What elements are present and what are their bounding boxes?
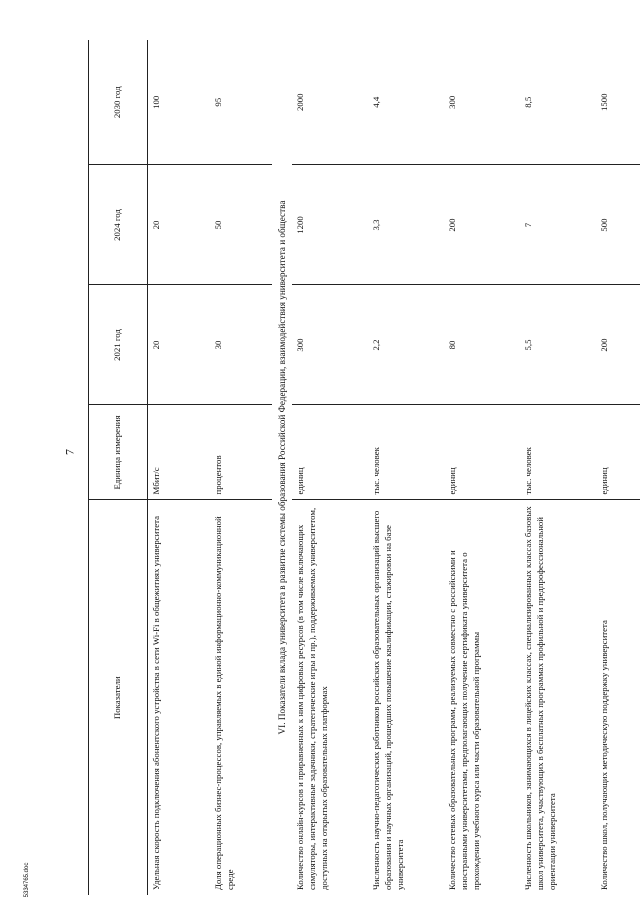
value-2024-cell: 200	[444, 165, 520, 285]
indicator-cell: Удельная скорость подключения абонентского устройства в сети Wi-Fi в общежитиях университета	[151, 516, 161, 890]
indicator-cell: Количество школ, получающих методическую поддержку университета	[599, 620, 610, 890]
unit-cell: тыс. человек	[520, 405, 596, 500]
unit-cell: единиц	[596, 405, 640, 500]
value-2021-cell: 80	[444, 285, 520, 405]
table-row	[148, 40, 211, 895]
header-unit: Единица измерения	[89, 405, 148, 500]
footer-filename: 5334765.doc	[24, 862, 30, 898]
unit-cell: единиц	[292, 405, 368, 500]
table-row	[210, 40, 272, 895]
header-2021: 2021 год	[89, 285, 148, 405]
unit-cell: тыс. человек	[368, 405, 444, 500]
section-title: VI. Показатели вклада университета в развитие системы образования Российской Федерации, взаимодействия университета и общества	[277, 200, 287, 735]
value-2030-cell: 8,5	[520, 40, 596, 165]
value-2021-cell: 300	[292, 285, 368, 405]
table-row	[520, 40, 596, 895]
table-row	[292, 40, 368, 895]
header-indicator: Показатели	[89, 500, 148, 895]
header-2030: 2030 год	[89, 40, 148, 165]
indicator-cell: Количество онлайн-курсов и приравненных к ним цифровых ресурсов (в том числе включающих симуляторы, интерактивные задачники, стратегические игры и пр.), поддерживаемых университетом, доступных на открытых образовательных платформах	[295, 507, 330, 890]
section-title-row	[272, 40, 292, 895]
value-2024-cell: 3,3	[368, 165, 444, 285]
unit-cell: процентов	[210, 405, 272, 500]
value-2021-cell: 5,5	[520, 285, 596, 405]
value-2030-cell: 100	[148, 40, 211, 165]
value-2030-cell: 1500	[596, 40, 640, 165]
indicator-cell: Численность научно-педагогических работников российских образовательных организаций высшего образования и научных организаций, прошедших повышение квалификации, стажировки на базе университета	[371, 510, 406, 890]
value-2021-cell: 2,2	[368, 285, 444, 405]
indicator-cell: Количество сетевых образовательных программ, реализуемых совместно с российскими и иностранными университетами, предполагающих получение сертификата университета о прохождении учебного курса или части образовательной программы	[447, 550, 482, 890]
header-2024: 2024 год	[89, 165, 148, 285]
value-2021-cell: 20	[148, 285, 211, 405]
unit-cell: Мбит/с	[148, 405, 211, 500]
value-2030-cell: 4,4	[368, 40, 444, 165]
value-2024-cell: 20	[148, 165, 211, 285]
table-row	[368, 40, 444, 895]
table-row	[596, 40, 640, 895]
value-2030-cell: 300	[444, 40, 520, 165]
unit-cell: единиц	[444, 405, 520, 500]
indicators-table	[88, 40, 640, 895]
rotated-page-content	[88, 40, 610, 895]
page-number: 7	[62, 449, 77, 455]
value-2021-cell: 30	[210, 285, 272, 405]
value-2021-cell: 200	[596, 285, 640, 405]
value-2024-cell: 500	[596, 165, 640, 285]
table-header-row	[89, 40, 148, 895]
value-2024-cell: 7	[520, 165, 596, 285]
value-2030-cell: 95	[210, 40, 272, 165]
indicator-cell: Численность школьников, занимающихся в лицейских классах, специализированных классах базовых школ университета, участвующих в бесплатных программах профильной и предпрофессиональной ориентации университета	[523, 506, 558, 890]
value-2024-cell: 50	[210, 165, 272, 285]
table-row	[444, 40, 520, 895]
value-2030-cell: 2000	[292, 40, 368, 165]
indicator-cell: Доля операционных бизнес-процессов, управляемых в единой информационно-коммуникационной среде	[213, 516, 235, 890]
value-2024-cell: 1200	[292, 165, 368, 285]
